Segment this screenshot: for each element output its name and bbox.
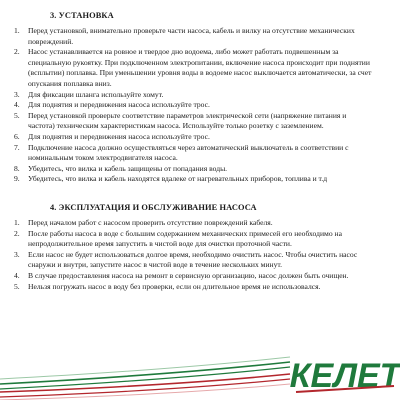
installation-item [14, 100, 374, 111]
list-item-text: Перед установкой, внимательно проверьте части насоса, кабель и вилку на отсутствие механических повреждений. [28, 26, 355, 46]
list-item-text: Для фиксации шланга используйте хомут. [28, 89, 164, 99]
list-item-number: 1. [14, 26, 20, 35]
installation-item [14, 111, 374, 132]
operation-item [14, 218, 374, 229]
list-item-number: 4. [14, 100, 20, 110]
operation-item [14, 250, 374, 271]
brand-logo: КЕЛЕТ [289, 357, 400, 395]
list-item-text: Насос устанавливается на ровное и твердое дно водоема, либо может работать подвешенным за специальную рукоятку. При подключенном электропитании, включение насоса происходит при поднятии (всплытии) поплавка. При уменьшении уровня воды в водоеме насос выключается автоматически, за счет опускания поплавка вниз. [28, 47, 372, 88]
list-item-number: 2. [14, 47, 20, 57]
list-item-number: 6. [14, 131, 20, 141]
installation-item [14, 26, 374, 47]
list-item-text: Перед установкой проверьте соответствие параметров электрической сети (напряжение питания и частота) техническим характеристикам насоса. Используйте только розетку с заземлением. [28, 110, 347, 131]
stripe-green-3 [0, 357, 290, 379]
list-item-text: Подключение насоса должно осуществляться через автоматический выключатель в соответствии с номинальным током электродвигателя насоса. [28, 142, 349, 163]
list-item-text: После работы насоса в воде с большим содержанием механических примесей его необходимо на непродолжительное время запустить в чистой воде для очистки проточной части. [28, 228, 342, 249]
list-item-number: 3. [14, 249, 20, 259]
list-item-number: 2. [14, 228, 20, 238]
list-item-text: Для поднятия и передвижения насоса используйте трос. [28, 100, 210, 110]
list-item-number: 5. [14, 110, 20, 120]
installation-item [14, 90, 374, 101]
list-item-number: 5. [14, 281, 20, 291]
list-item-number: 1. [14, 218, 20, 227]
stripe-red-2 [0, 379, 290, 397]
list-item-text: Для поднятия и передвижения насоса используйте трос. [28, 131, 210, 141]
list-item-text: Если насос не будет использоваться долгое время, необходимо очистить насос. Чтобы очистить насос снаружи и внутри, запустите насос в чистой воде в течение нескольких минут. [28, 249, 358, 270]
stripe-green-2 [0, 367, 290, 389]
operation-item [14, 271, 374, 282]
installation-list [14, 26, 374, 185]
installation-item [14, 164, 374, 175]
list-item-number: 8. [14, 163, 20, 173]
list-item-number: 9. [14, 174, 20, 184]
list-item-text: Убедитесь, что вилка и кабель находятся вдалеке от нагревательных приборов, топлива и т.д [28, 174, 328, 184]
installation-item [14, 174, 374, 185]
list-item-text: Убедитесь, что вилка и кабель защищены от попадания воды. [28, 163, 228, 173]
list-item-text: В случае предоставления насоса на ремонт в сервисную организацию, насос должен быть очищен. [28, 270, 349, 280]
list-item-number: 3. [14, 89, 20, 99]
installation-item [14, 143, 374, 164]
list-item-text: Перед началом работ с насосом проверить отсутствие повреждений кабеля. [28, 218, 273, 227]
section-title-installation: 3. УСТАНОВКА [50, 11, 114, 20]
stripe-red-3 [0, 384, 290, 400]
logo-underline [296, 386, 394, 392]
list-item-number: 7. [14, 142, 20, 152]
list-item-text: Нельзя погружать насос в воду без проверки, если он длительное время не использовался. [28, 281, 321, 291]
operation-item [14, 282, 374, 293]
operation-list [14, 218, 374, 292]
installation-item [14, 132, 374, 143]
installation-item [14, 47, 374, 89]
list-item-number: 4. [14, 270, 20, 280]
stripe-green-1 [0, 362, 290, 384]
operation-item [14, 229, 374, 250]
stripe-red-1 [0, 374, 290, 392]
section-title-operation: 4. ЭКСПЛУАТАЦИЯ И ОБСЛУЖИВАНИЕ НАСОСА [50, 203, 257, 212]
